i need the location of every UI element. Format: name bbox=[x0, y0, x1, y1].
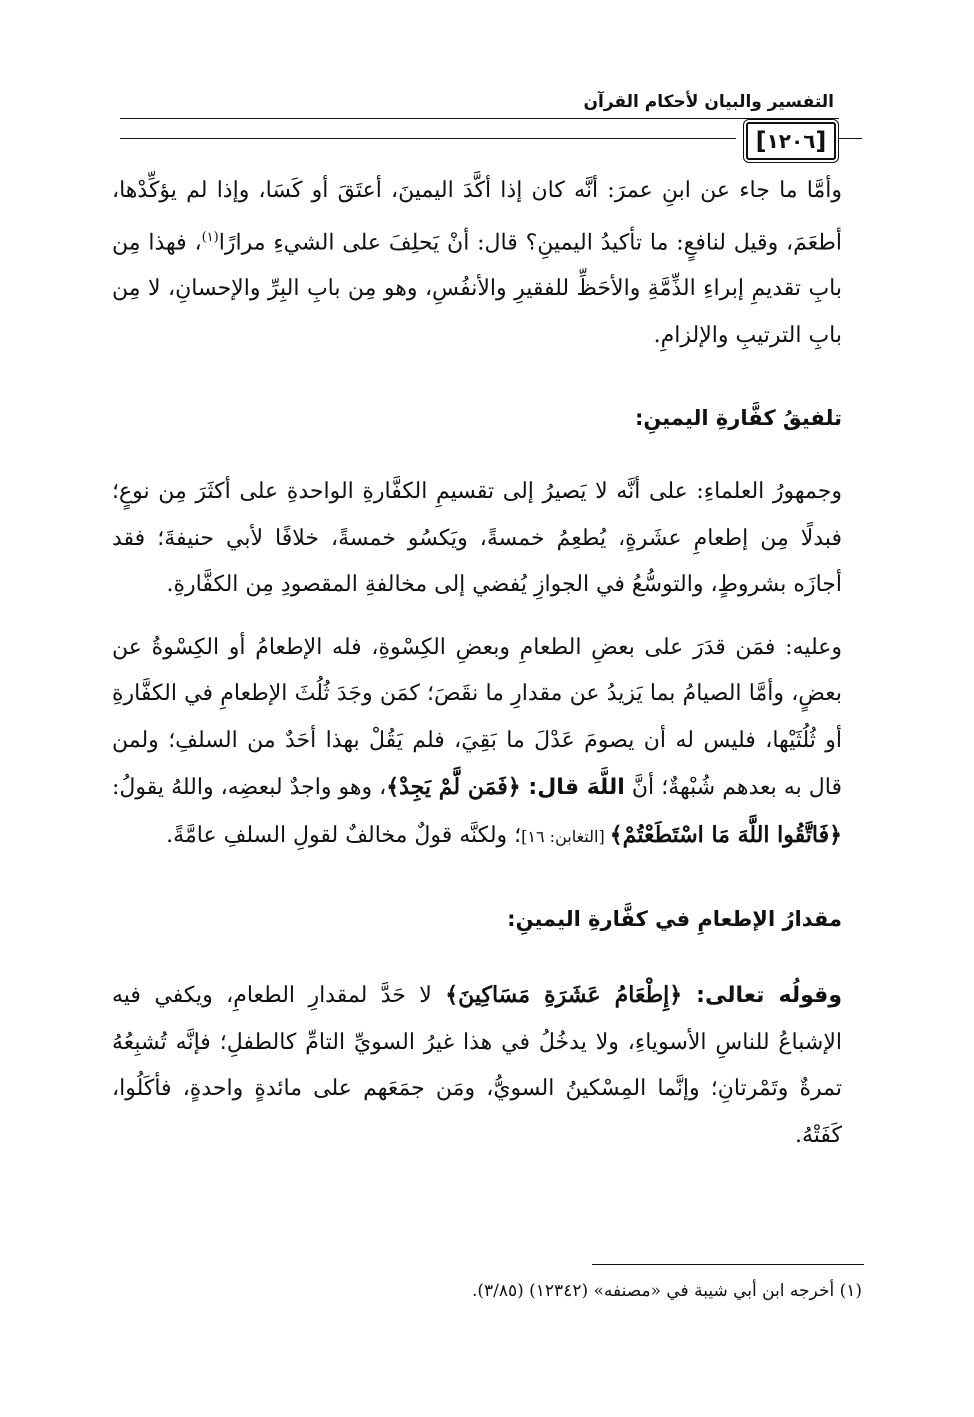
page-number-rule-right bbox=[836, 138, 862, 139]
page-number-rule-left bbox=[120, 138, 736, 139]
paragraph-text: ؛ ولكنَّه قولٌ مخالفٌ لقولِ السلفِ عامَّةً. bbox=[166, 822, 522, 848]
paragraph-wa-qawluh bbox=[112, 972, 842, 1159]
bold-phrase: وقولُه تعالى: bbox=[682, 983, 842, 1009]
section-heading-talfiq: تلفيقُ كفَّارةِ اليمينِ: bbox=[635, 406, 842, 431]
paragraph-text: لا حَدَّ لمقدارِ الطعامِ، ويكفي فيه الإشباعُ للناسِ الأسوياءِ، ولا يدخُلُ في هذا غيرُ السويِّ التامِّ كالطفلِ؛ فإنَّه تُشبِعُهُ تمرةٌ وتَمْرتانِ؛ وإنَّما المِسْكينُ السويُّ، ومَن جمَعَهم على مائدةٍ واحدةٍ، فأكَلُوا، كَفَتْهُ. bbox=[112, 983, 842, 1148]
footnote-separator bbox=[592, 1264, 864, 1265]
page-body bbox=[112, 168, 842, 1159]
quran-verse: ﴿فَمَن لَّمْ يَجِدْ﴾ bbox=[386, 774, 529, 801]
paragraph-text-rest: ، فهذا مِن بابِ تقديمِ إبراءِ الذِّمَّةِ والأحَظِّ للفقيرِ والأنفُسِ، وهو مِن بابِ البِرِّ والإحسانِ، لا مِن بابِ الترتيبِ والإلزامِ. bbox=[112, 229, 842, 348]
quran-verse: ﴿فَاتَّقُوا اللَّهَ مَا اسْتَطَعْتُمْ﴾ bbox=[609, 821, 842, 848]
footnote-marker: (١) bbox=[201, 229, 219, 245]
quran-verse: ﴿إِطْعَامُ عَشَرَةِ مَسَاكِينَ﴾ bbox=[445, 982, 683, 1009]
page-number: ١٢٠٦ bbox=[766, 129, 816, 153]
bracket-open-glyph: [ bbox=[815, 127, 827, 155]
page-number-box bbox=[746, 122, 836, 160]
paragraph-wa-alayh bbox=[112, 625, 842, 861]
running-title: التفسير والبيان لأحكام القرآن bbox=[583, 92, 834, 112]
section-heading-miqdar: مقدارُ الإطعامِ في كفَّارةِ اليمينِ: bbox=[507, 907, 842, 932]
bracket-close-glyph: ] bbox=[755, 127, 767, 155]
footnote: (١) أخرجه ابن أبي شيبة في «مصنفه» (١٢٣٤٢) (٣/٨٥). bbox=[471, 1281, 862, 1301]
paragraph-text: وأمَّا ما جاء عن ابنِ عمرَ: أنَّه كان إذا أكَّدَ اليمينَ، أعتَقَ أو كَسَا، وإذا لم يؤكِّدْها، أطعَمَ، وقيل لنافعٍ: ما تأكيدُ اليمينِ؟ قال: أنْ يَحلِفَ على الشيءِ مرارًا bbox=[112, 178, 842, 255]
bold-phrase: اللَّهَ قال: bbox=[528, 775, 625, 801]
paragraph-ibn-umar bbox=[112, 168, 842, 359]
header-rule bbox=[120, 118, 839, 119]
paragraph-jumhur: وجمهورُ العلماءِ: على أنَّه لا يَصيرُ إلى تقسيمِ الكفَّارةِ الواحدةِ على أكثَرَ مِن نوعٍ؛ فبدلًا مِن إطعامِ عشَرةٍ، يُطعِمُ خمسةً، ويَكسُو خمسةً، خلافًا لأبي حنيفةَ؛ فقد أجازَه بشروطٍ، والتوسُّعُ في الجوازِ يُفضي إلى مخالفةِ المقصودِ مِن الكفَّارةِ. bbox=[112, 479, 842, 598]
paragraph-text: ، وهو واجدٌ لبعضِه، واللهُ يقولُ: bbox=[112, 775, 387, 801]
verse-reference: [التغابن: ١٦] bbox=[521, 826, 610, 846]
paragraph-text: وعليه: فمَن قدَرَ على بعضِ الطعامِ وبعضِ الكِسْوةِ، فله الإطعامُ أو الكِسْوةُ عن بعضٍ، وأمَّا الصيامُ بما يَزيدُ عن مقدارِ ما نقَصَ؛ كمَن وجَدَ ثُلُثَ الإطعامِ في الكفَّارةِ أو ثُلُثَيْها، فليس له أن يصومَ عَدْلَ ما بَقِيَ، فلم يَقُلْ بهذا أحَدٌ من السلفِ؛ ولمن قال به بعدهم شُبْهةٌ؛ أنَّ bbox=[112, 634, 842, 801]
